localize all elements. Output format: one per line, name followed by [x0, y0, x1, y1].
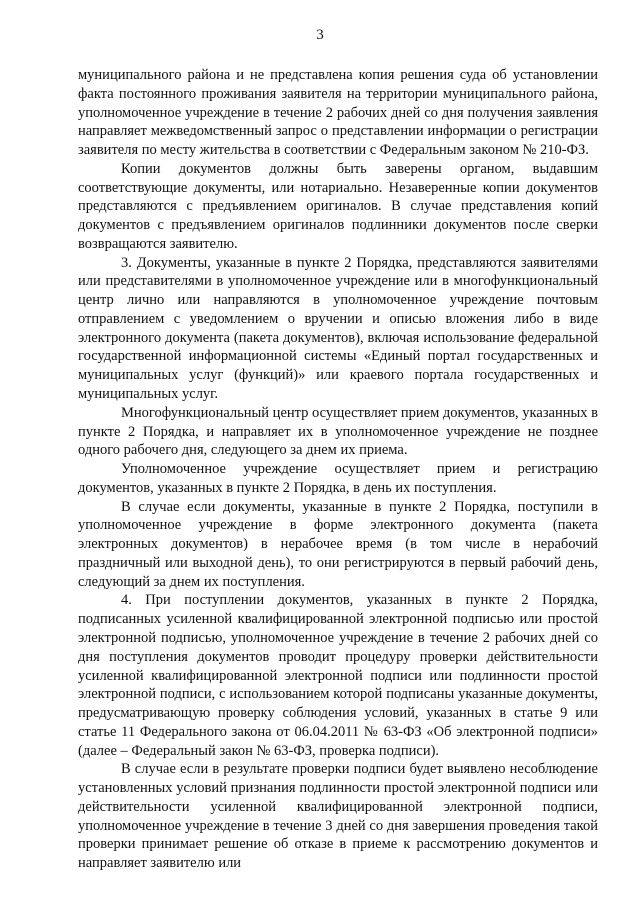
page-number: 3: [316, 27, 324, 43]
paragraph-8: В случае если в результате проверки подписи будет выявлено несоблюдение установленных условий признания подлинности простой электронной подписи или действительности усиленной квалифицированной электронной подписи, уполномоченное учреждение в течение 3 дней со дня завершения проведения такой проверки принимает решение об отказе в приеме к рассмотрению документов и направляет заявителю или: [78, 761, 598, 872]
paragraph-2: Копии документов должны быть заверены органом, выдавшим соответствующие документы, или нотариально. Незаверенные копии документов представляются с предъявлением оригиналов. В случае представления копий документов с предъявлением оригиналов подлинники документов после сверки возвращаются заявителю.: [78, 160, 598, 252]
paragraph-3: 3. Документы, указанные в пункте 2 Порядка, представляются заявителями или представителями в уполномоченное учреждение или в многофункциональный центр лично или направляются в уполномоченное учреждение почтовым отправлением с уведомлением о вручении и описью вложения либо в виде электронного документа (пакета документов), включая использование федеральной государственной информационной системы «Единый портал государственных и муниципальных услуг (функций)» или краевого портала государственных и муниципальных услуг.: [78, 254, 598, 403]
paragraph-1: муниципального района и не представлена копия решения суда об установлении факта постоянного проживания заявителя на территории муниципального района, уполномоченное учреждение в течение 2 рабочих дней со дня получения заявления направляет межведомственный запрос о представлении информации о регистрации заявителя по месту жительства в соответствии с Федеральным законом № 210-ФЗ.: [78, 67, 598, 159]
paragraph-7: 4. При поступлении документов, указанных в пункте 2 Порядка, подписанных усиленной квалифицированной электронной подписью или простой электронной подписью, уполномоченное учреждение в течение 2 рабочих дней со дня поступления документов проводит процедуру проверки действительности усиленной квалифицированной электронной подписи или подлинности простой электронной подписи, с использованием которой подписаны указанные документы, предусматривающую проверку соблюдения условий, указанных в статье 9 или статье 11 Федерального закона от 06.04.2011 № 63-ФЗ «Об электронной подписи» (далее – Федеральный закон № 63-ФЗ, проверка подписи).: [78, 592, 598, 759]
paragraph-4: Многофункциональный центр осуществляет прием документов, указанных в пункте 2 Порядка, и направляет их в уполномоченное учреждение не позднее одного рабочего дня, следующего за днем их приема.: [78, 404, 598, 459]
document-body: [78, 66, 598, 873]
paragraph-6: В случае если документы, указанные в пункте 2 Порядка, поступили в уполномоченное учреждение в форме электронного документа (пакета электронных документов) в нерабочее время (в том числе в нерабочий праздничный или выходной день), то они регистрируются в первый рабочий день, следующий за днем их поступления.: [78, 498, 598, 590]
paragraph-5: Уполномоченное учреждение осуществляет прием и регистрацию документов, указанных в пункте 2 Порядка, в день их поступления.: [78, 461, 598, 496]
